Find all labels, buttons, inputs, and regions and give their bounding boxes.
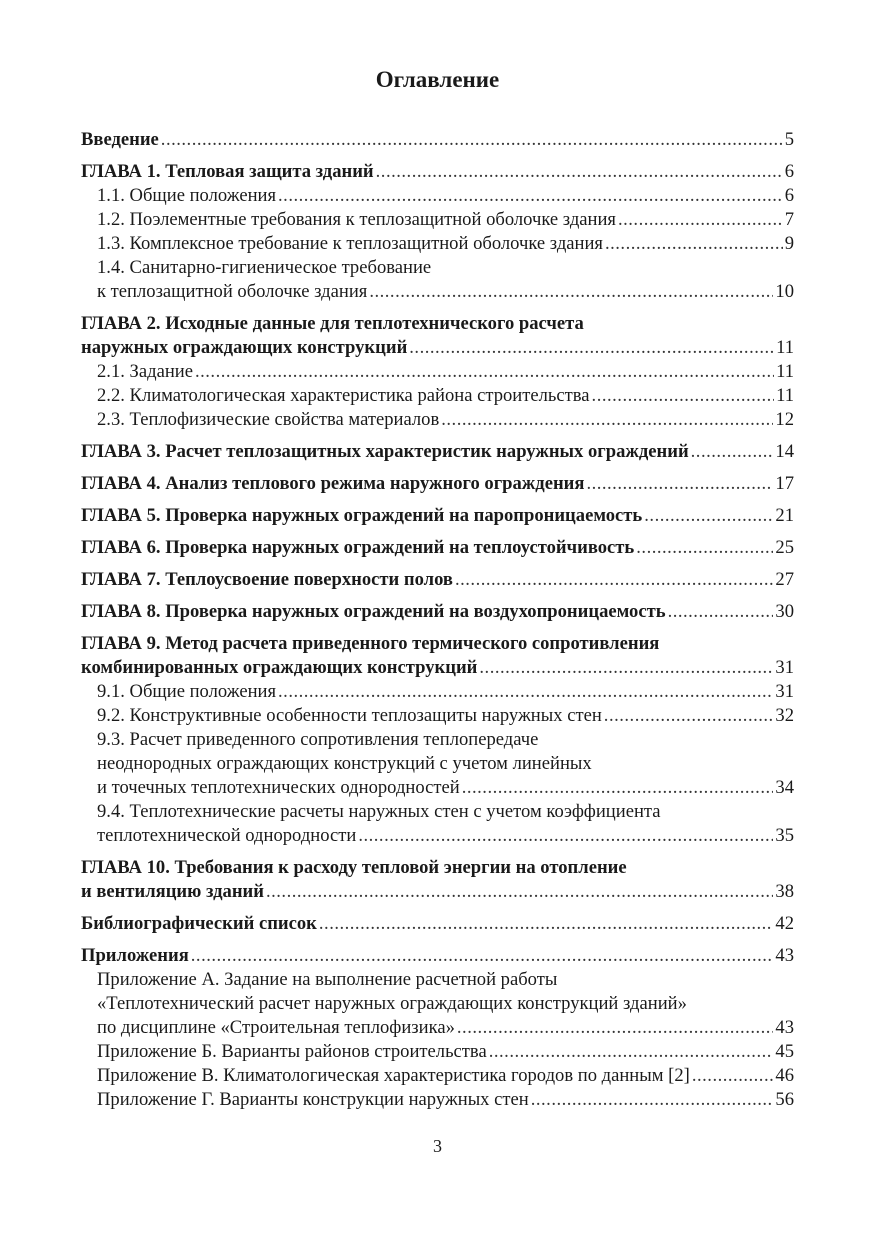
toc-entry[interactable] [81,824,794,848]
toc-entry[interactable] [81,944,794,968]
toc-entry-page: 7 [784,209,794,230]
toc-entry-title: ГЛАВА 2. Исходные данные для теплотехнического расчета [81,313,584,334]
toc-entry[interactable] [81,752,794,776]
toc-entry-title: и точечных теплотехнических однородностей [97,777,460,798]
toc-entry[interactable] [81,208,794,232]
dot-leader [605,232,783,256]
toc-entry-page: 32 [775,705,794,726]
toc-entry-page: 43 [775,1017,794,1038]
dot-leader [409,336,774,360]
toc-entry-title: 1.1. Общие положения [97,185,277,206]
toc-entry[interactable] [81,1088,794,1112]
toc-entry-page: 10 [775,281,794,302]
dot-leader [457,1016,774,1040]
dot-leader [266,880,773,904]
toc-entry-page: 25 [775,537,794,558]
toc-entry-page: 12 [775,409,794,430]
toc-entry[interactable] [81,680,794,704]
toc-entry-title: 1.2. Поэлементные требования к теплозащитной оболочке здания [97,209,616,230]
toc-entry-title: неоднородных ограждающих конструкций с учетом линейных [97,753,592,774]
toc-entry-title: 9.2. Конструктивные особенности теплозащиты наружных стен [97,705,602,726]
toc-entry-page: 5 [784,129,794,150]
toc-entry[interactable] [81,912,794,936]
toc-entry-title: Приложения [81,945,189,966]
table-of-contents [81,128,794,1112]
toc-entry[interactable] [81,1016,794,1040]
dot-leader [592,384,775,408]
toc-entry-page: 43 [775,945,794,966]
toc-entry-title: ГЛАВА 4. Анализ теплового режима наружного ограждения [81,473,585,494]
toc-entry-page: 17 [775,473,794,494]
toc-entry[interactable] [81,504,794,528]
dot-leader [604,704,774,728]
toc-entry-title: 2.1. Задание [97,361,193,382]
toc-entry[interactable] [81,280,794,304]
dot-leader [636,536,773,560]
toc-entry[interactable] [81,232,794,256]
toc-entry-page: 45 [775,1041,794,1062]
dot-leader [462,776,774,800]
toc-entry[interactable] [81,160,794,184]
dot-leader [358,824,773,848]
toc-entry-title: ГЛАВА 6. Проверка наружных ограждений на теплоустойчивость [81,537,635,558]
toc-entry-page: 6 [784,185,794,206]
toc-entry-page: 11 [776,361,794,382]
toc-entry-page: 6 [784,161,794,182]
toc-entry-title: ГЛАВА 9. Метод расчета приведенного термического сопротивления [81,633,660,654]
toc-entry-title: теплотехнической однородности [97,825,357,846]
toc-entry[interactable] [81,536,794,560]
dot-leader [191,944,774,968]
toc-entry-title: Приложение Г. Варианты конструкции наружных стен [97,1089,529,1110]
toc-entry[interactable] [81,704,794,728]
toc-entry-page: 11 [776,337,794,358]
dot-leader [278,680,773,704]
toc-entry-page: 35 [775,825,794,846]
toc-entry[interactable] [81,472,794,496]
toc-entry[interactable] [81,600,794,624]
toc-entry[interactable] [81,656,794,680]
toc-entry-page: 42 [775,913,794,934]
dot-leader [531,1088,774,1112]
toc-entry-title: и вентиляцию зданий [81,881,264,902]
toc-entry-title: 1.3. Комплексное требование к теплозащитной оболочке здания [97,233,603,254]
toc-entry-page: 56 [775,1089,794,1110]
toc-entry-title: наружных ограждающих конструкций [81,337,408,358]
toc-entry-page: 46 [775,1065,794,1086]
toc-entry[interactable] [81,1040,794,1064]
toc-entry-page: 14 [775,441,794,462]
toc-entry-title: ГЛАВА 7. Теплоусвоение поверхности полов [81,569,453,590]
toc-entry-page: 34 [775,777,794,798]
dot-leader [195,360,774,384]
toc-entry[interactable] [81,128,794,152]
toc-entry-title: 2.3. Теплофизические свойства материалов [97,409,440,430]
toc-entry-title: 9.4. Теплотехнические расчеты наружных стен с учетом коэффициента [97,801,661,822]
dot-leader [441,408,773,432]
toc-entry[interactable] [81,776,794,800]
page-title: Оглавление [375,67,500,92]
toc-entry-title: 9.1. Общие положения [97,681,277,702]
toc-entry-page: 31 [775,657,794,678]
toc-entry-page: 27 [775,569,794,590]
dot-leader [369,280,773,304]
dot-leader [586,472,773,496]
dot-leader [668,600,774,624]
dot-leader [644,504,773,528]
toc-entry[interactable] [81,408,794,432]
dot-leader [618,208,783,232]
toc-entry-page: 31 [775,681,794,702]
toc-entry[interactable] [81,336,794,360]
dot-leader [479,656,773,680]
toc-entry-title: Приложение Б. Варианты районов строительства [97,1041,487,1062]
toc-entry[interactable] [81,728,794,752]
toc-entry-title: Введение [81,129,159,150]
toc-entry-title: ГЛАВА 3. Расчет теплозащитных характеристик наружных ограждений [81,441,689,462]
dot-leader [691,440,774,464]
toc-entry[interactable] [81,360,794,384]
toc-entry-page: 30 [775,601,794,622]
toc-entry[interactable] [81,384,794,408]
toc-entry[interactable] [81,568,794,592]
toc-entry-title: по дисциплине «Строительная теплофизика» [97,1017,455,1038]
toc-entry[interactable] [81,184,794,208]
toc-entry[interactable] [81,312,794,336]
toc-entry-title: Приложение А. Задание на выполнение расчетной работы [97,969,558,990]
toc-entry-title: комбинированных ограждающих конструкций [81,657,478,678]
toc-entry-title: 1.4. Санитарно-гигиеническое требование [97,257,432,278]
toc-entry-title: ГЛАВА 10. Требования к расходу тепловой энергии на отопление [81,857,627,878]
toc-entry[interactable] [81,632,794,656]
dot-leader [278,184,783,208]
toc-entry[interactable] [81,1064,794,1088]
toc-entry[interactable] [81,440,794,464]
dot-leader [376,160,783,184]
toc-entry-page: 11 [776,385,794,406]
toc-entry-title: Приложение В. Климатологическая характеристика городов по данным [2] [97,1065,690,1086]
toc-entry-title: к теплозащитной оболочке здания [97,281,368,302]
dot-leader [692,1064,774,1088]
toc-entry-title: ГЛАВА 5. Проверка наружных ограждений на паропроницаемость [81,505,643,526]
toc-entry-title: ГЛАВА 8. Проверка наружных ограждений на воздухопроницаемость [81,601,666,622]
toc-entry-title: ГЛАВА 1. Тепловая защита зданий [81,161,374,182]
toc-entry[interactable] [81,800,794,824]
toc-entry-title: «Теплотехнический расчет наружных ограждающих конструкций зданий» [97,993,687,1014]
dot-leader [455,568,773,592]
toc-entry-page: 9 [784,233,794,254]
toc-entry-title: 2.2. Климатологическая характеристика района строительства [97,385,590,406]
toc-entry[interactable] [81,992,794,1016]
toc-entry-title: Библиографический список [81,913,317,934]
toc-entry[interactable] [81,256,794,280]
dot-leader [161,128,783,152]
toc-entry-page: 38 [775,881,794,902]
toc-entry[interactable] [81,880,794,904]
page-number: 3 [433,1136,442,1156]
toc-entry-title: 9.3. Расчет приведенного сопротивления теплопередаче [97,729,539,750]
dot-leader [319,912,774,936]
toc-entry[interactable] [81,856,794,880]
toc-entry-page: 21 [775,505,794,526]
dot-leader [489,1040,774,1064]
toc-entry[interactable] [81,968,794,992]
